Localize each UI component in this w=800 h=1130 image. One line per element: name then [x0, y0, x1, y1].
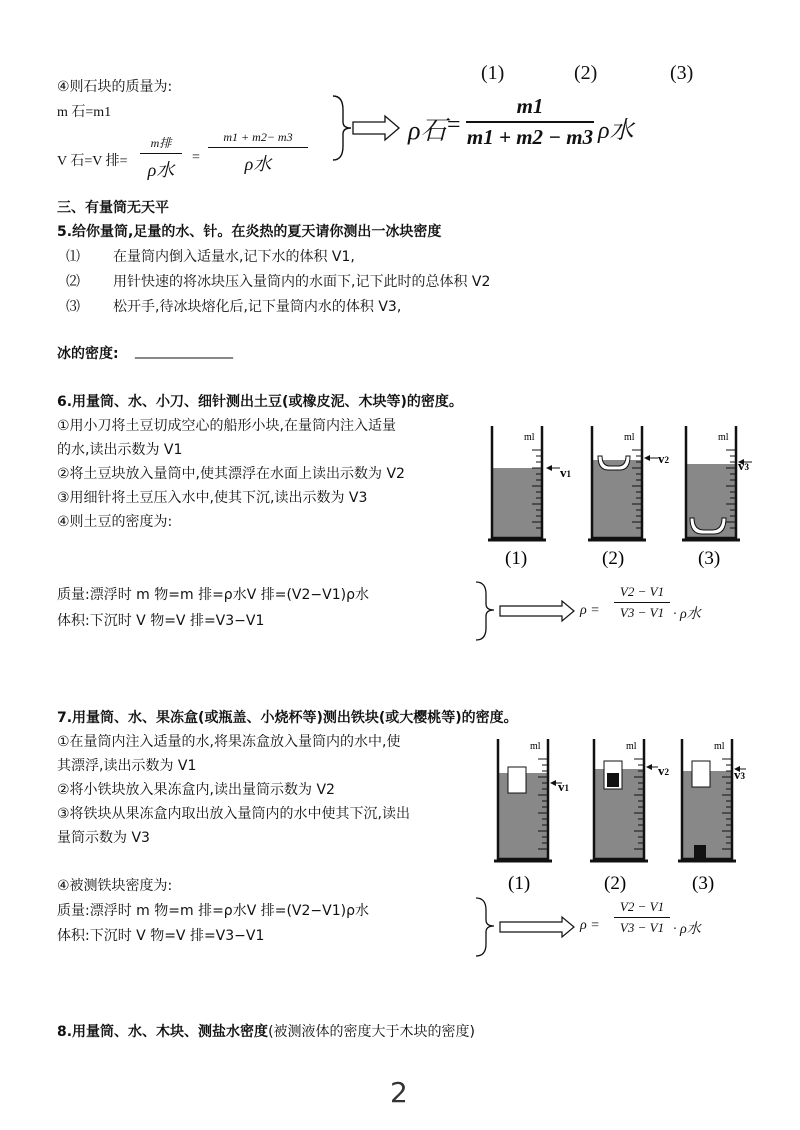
- q7-unit-1: ml: [530, 741, 541, 752]
- q7-rho-eq: ρ =: [580, 918, 600, 933]
- fraction-m-sum: m1 + m2− m3 ρ水: [208, 130, 308, 176]
- q7-cylinder-2: [590, 739, 670, 861]
- q6-line-3: ②将土豆块放入量筒中,使其漂浮在水面上读出示数为 V2: [57, 466, 405, 482]
- brace-arrow-top: [325, 92, 415, 164]
- page-number: 2: [390, 1076, 408, 1109]
- q5-step1-num: ⑴: [66, 249, 80, 265]
- stone-volume-prefix: V 石=V 排=: [57, 154, 128, 169]
- q5-step2-num: ⑵: [66, 274, 80, 290]
- q7-fraction: V2 − V1 V3 − V1: [614, 899, 670, 936]
- q6-cylinders-figure: [480, 420, 770, 570]
- q6-cyl-label-2: (2): [602, 548, 625, 569]
- top-label-1: (1): [481, 62, 505, 84]
- q8-row: [57, 1021, 475, 1041]
- q6-line-5: ④则土豆的密度为:: [57, 514, 173, 530]
- big-fraction: m1 m1 + m2 − m3: [466, 94, 594, 149]
- q7-line-3: ②将小铁块放入果冻盒内,读出量筒示数为 V2: [57, 782, 335, 798]
- q6-unit-2: ml: [624, 432, 635, 443]
- q7-cyl-label-3: (3): [692, 873, 715, 894]
- q7-mark-v3: v3: [734, 767, 745, 782]
- q6-fraction: V2 − V1 V3 − V1: [614, 584, 670, 621]
- q7-mark-v2: v2: [658, 763, 669, 778]
- q7-cylinders-figure: [486, 733, 776, 895]
- q5-step3-num: ⑶: [66, 299, 80, 315]
- q7-cylinder-3: [678, 739, 746, 861]
- section3-title: 三、有量筒无天平: [57, 200, 169, 216]
- q6-volume: 体积:下沉时 V 物=V 排=V3−V1: [57, 613, 265, 629]
- q7-line-5: 量筒示数为 V3: [57, 830, 150, 846]
- q7-mark-v1: v1: [558, 779, 569, 794]
- q6-rho-water: · ρ水: [673, 607, 701, 622]
- q6-cylinder-3: [682, 426, 752, 540]
- q7-volume: 体积:下沉时 V 物=V 排=V3−V1: [57, 928, 265, 944]
- top-label-3: (3): [670, 62, 694, 84]
- q7-cyl-label-1: (1): [508, 873, 531, 894]
- q7-line-1: ①在量筒内注入适量的水,将果冻盒放入量筒内的水中,使: [57, 734, 401, 750]
- q7-cyl-label-2: (2): [604, 873, 627, 894]
- q5-step1-text: 在量筒内倒入适量水,记下水的体积 V1,: [113, 249, 355, 265]
- q6-mark-v3: v3: [738, 458, 749, 473]
- q8-note: (被测液体的密度大于木块的密度): [268, 1024, 475, 1040]
- q5-title: 5.给你量筒,足量的水、针。在炎热的夏天请你测出一冰块密度: [57, 224, 442, 240]
- q7-mass: 质量:漂浮时 m 物=m 排=ρ水V 排=(V2−V1)ρ水: [57, 903, 369, 919]
- q5-answer-label: 冰的密度:: [57, 346, 119, 362]
- q6-brace-arrow: [470, 578, 580, 644]
- q7-line-2: 其漂浮,读出示数为 V1: [57, 758, 197, 774]
- q7-rho-water: · ρ水: [673, 922, 701, 937]
- q5-step2-text: 用针快速的将冰块压入量筒内的水面下,记下此时的总体积 V2: [113, 274, 491, 290]
- q6-mark-v2: v2: [658, 451, 669, 466]
- q6-line-2: 的水,读出示数为 V1: [57, 442, 183, 458]
- q6-mark-v1: v1: [560, 465, 571, 480]
- rho-water: ρ水: [598, 118, 634, 144]
- q6-cylinder-2: [588, 426, 670, 540]
- q5-step3-text: 松开手,待冰块熔化后,记下量筒内水的体积 V3,: [113, 299, 402, 315]
- q7-brace-arrow: [470, 894, 580, 960]
- q6-cylinder-1: [488, 426, 572, 540]
- q6-cyl-label-1: (1): [505, 548, 528, 569]
- q7-line-4: ③将铁块从果冻盒内取出放入量筒内的水中使其下沉,读出: [57, 806, 410, 822]
- q7-step4: ④被测铁块密度为:: [57, 878, 173, 894]
- q6-title: 6.用量筒、水、小刀、细针测出土豆(或橡皮泥、木块等)的密度。: [57, 394, 463, 410]
- q6-mass: 质量:漂浮时 m 物=m 排=ρ水V 排=(V2−V1)ρ水: [57, 587, 369, 603]
- q6-cyl-label-3: (3): [698, 548, 721, 569]
- q6-rho-eq: ρ =: [580, 603, 600, 618]
- q7-title: 7.用量筒、水、果冻盒(或瓶盖、小烧杯等)测出铁块(或大樱桃等)的密度。: [57, 710, 518, 726]
- rho-stone: ρ石: [408, 116, 447, 145]
- q6-line-1: ①用小刀将土豆切成空心的船形小块,在量筒内注入适量: [57, 418, 396, 434]
- q6-unit-1: ml: [524, 432, 535, 443]
- q8-title: 8.用量筒、水、木块、测盐水密度: [57, 1024, 269, 1040]
- step4-text: ④则石块的质量为:: [57, 79, 173, 95]
- stone-mass: m 石=m1: [57, 105, 112, 120]
- q7-unit-2: ml: [626, 741, 637, 752]
- fraction-m-pai: m排 ρ水: [140, 134, 182, 182]
- q7-unit-3: ml: [714, 741, 725, 752]
- q5-answer-blank: ______________: [135, 343, 233, 359]
- equals-sign: =: [192, 150, 200, 165]
- q7-cylinder-1: [494, 739, 570, 861]
- top-label-2: (2): [574, 62, 598, 84]
- big-equals: =: [447, 112, 461, 138]
- q6-line-4: ③用细针将土豆压入水中,使其下沉,读出示数为 V3: [57, 490, 368, 506]
- q6-unit-3: ml: [718, 432, 729, 443]
